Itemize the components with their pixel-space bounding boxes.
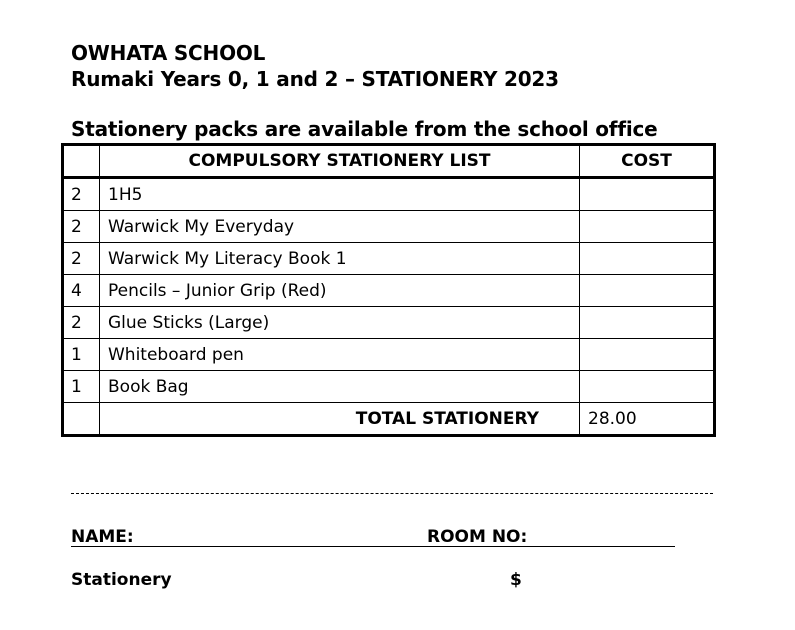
item-quantity: 2 <box>63 211 100 243</box>
item-cost <box>580 275 715 307</box>
table-row <box>63 339 715 371</box>
list-header: COMPULSORY STATIONERY LIST <box>100 145 580 178</box>
currency-symbol: $ <box>510 570 522 590</box>
item-quantity: 1 <box>63 339 100 371</box>
item-name: Warwick My Everyday <box>100 211 580 243</box>
name-label: NAME: <box>71 527 134 547</box>
item-name: Book Bag <box>100 371 580 403</box>
qty-header <box>63 145 100 178</box>
table-row <box>63 178 715 211</box>
cost-header: COST <box>580 145 715 178</box>
stationery-table <box>61 143 716 437</box>
cut-line <box>71 493 713 494</box>
stationery-label: Stationery <box>71 570 172 590</box>
total-qty-cell <box>63 403 100 436</box>
item-cost <box>580 243 715 275</box>
item-name: 1H5 <box>100 178 580 211</box>
item-cost <box>580 307 715 339</box>
item-quantity: 2 <box>63 307 100 339</box>
table-row <box>63 275 715 307</box>
item-quantity: 1 <box>63 371 100 403</box>
item-name: Pencils – Junior Grip (Red) <box>100 275 580 307</box>
table-row <box>63 211 715 243</box>
name-underline <box>71 546 427 547</box>
room-underline <box>427 546 675 547</box>
school-name: OWHATA SCHOOL <box>71 41 266 65</box>
table-row <box>63 243 715 275</box>
table-header-row <box>63 145 715 178</box>
room-label: ROOM NO: <box>427 527 528 547</box>
item-cost <box>580 211 715 243</box>
item-cost <box>580 178 715 211</box>
table-row <box>63 371 715 403</box>
item-name: Whiteboard pen <box>100 339 580 371</box>
item-name: Warwick My Literacy Book 1 <box>100 243 580 275</box>
total-label: TOTAL STATIONERY <box>100 403 580 436</box>
item-cost <box>580 371 715 403</box>
item-name: Glue Sticks (Large) <box>100 307 580 339</box>
item-quantity: 2 <box>63 243 100 275</box>
item-cost <box>580 339 715 371</box>
total-value: 28.00 <box>580 403 715 436</box>
availability-note: Stationery packs are available from the school office <box>71 117 658 141</box>
item-quantity: 4 <box>63 275 100 307</box>
document-subtitle: Rumaki Years 0, 1 and 2 – STATIONERY 2023 <box>71 67 559 91</box>
total-row <box>63 403 715 436</box>
item-quantity: 2 <box>63 178 100 211</box>
table-row <box>63 307 715 339</box>
